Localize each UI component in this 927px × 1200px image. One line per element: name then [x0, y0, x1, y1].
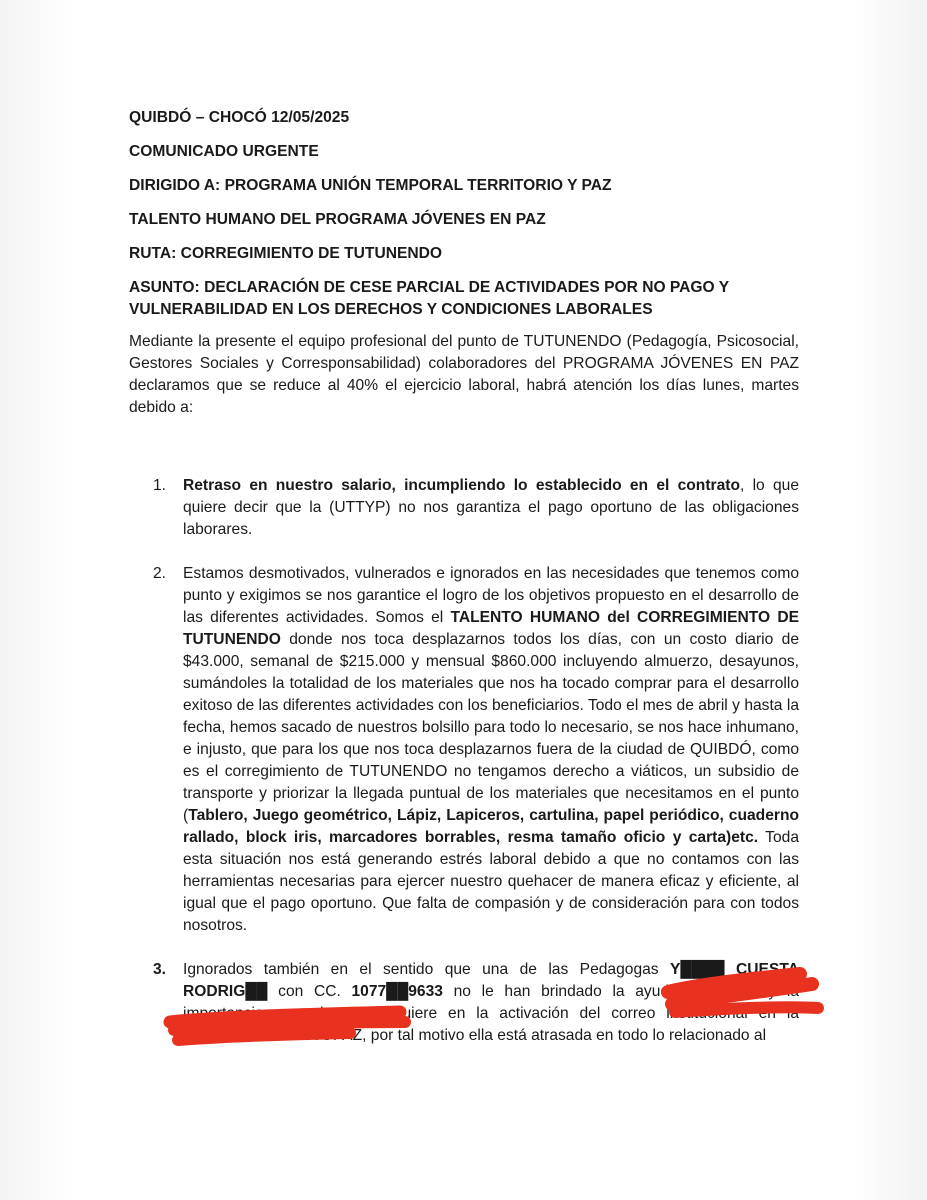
- intro-paragraph: Mediante la presente el equipo profesional del punto de TUTUNENDO (Pedagogía, Psicosocial, Gestores Sociales y Corresponsabilidad) colaboradores del PROGRAMA JÓVENES EN PAZ declaramos que se reduce al 40% el ejercicio laboral, habrá atención los días lunes, martes debido a:: [129, 333, 799, 416]
- item-text: no le han brindado la ayuda pertinente y la importancia que el tema requiere en la activación del correo institucional en la Plataforma del SISJOPAZ, por tal motivo ella está atrasada en todo lo relacionado al: [183, 983, 799, 1044]
- list-item: [129, 475, 799, 541]
- item-number: 2.: [153, 565, 167, 582]
- grievance-list: [129, 475, 799, 1047]
- item-text: , lo que quiere decir que la (UTTYP) no nos garantiza el pago oportuno de las obligaciones laborares.: [183, 477, 800, 538]
- item-number: 1.: [153, 477, 167, 494]
- letter-body: [129, 107, 799, 1069]
- item-text: Estamos desmotivados, vulnerados e ignorados en las necesidades que tenemos como punto y exigimos se nos garantice el logro de los objetivos propuesto en el desarrollo de las diferentes actividades. Somos el: [183, 565, 799, 626]
- item-text: con CC.: [267, 983, 352, 1000]
- item-number: 3.: [153, 961, 167, 978]
- list-item: [129, 959, 799, 1047]
- route-line: RUTA: CORREGIMIENTO DE TUTUNENDO: [129, 245, 443, 262]
- item-bold-text: Tablero, Juego geométrico, Lápiz, Lapiceros, cartulina, papel periódico, cuaderno rallado, block iris, marcadores borrables, resma tamaño oficio y carta)etc.: [183, 807, 799, 846]
- talent-line: TALENTO HUMANO DEL PROGRAMA JÓVENES EN PAZ: [129, 211, 546, 228]
- document-type: COMUNICADO URGENTE: [129, 143, 319, 160]
- item-text: Ignorados también en el sentido que una de las Pedagogas: [183, 961, 671, 978]
- addressee: DIRIGIDO A: PROGRAMA UNIÓN TEMPORAL TERRITORIO Y PAZ: [129, 177, 612, 194]
- subject-line: ASUNTO: DECLARACIÓN DE CESE PARCIAL DE ACTIVIDADES POR NO PAGO Y VULNERABILIDAD EN LOS DERECHOS Y CONDICIONES LABORALES: [129, 279, 729, 318]
- item-text: donde nos toca desplazarnos todos los días, con un costo diario de $43.000, semanal de $215.000 y mensual $860.000 incluyendo almuerzo, desayunos, sumándoles la totalidad de los materiales que nos ha tocado comprar para el desarrollo exitoso de las diferentes actividades con los beneficiarios. Todo el mes de abril y hasta la fecha, hemos sacado de nuestros bolsillo para todo lo necesario, se nos hace inhumano, e injusto, que para los que nos toca desplazarnos fuera de la ciudad de QUIBDÓ, como es el corregimiento de TUTUNENDO no tengamos derecho a viáticos, un subsidio de transporte y priorizar la llegada puntual de los materiales que necesitamos en el punto (: [183, 631, 799, 824]
- redacted-id: 1077██9633: [351, 983, 443, 1000]
- item-text: Toda esta situación nos está generando estrés laboral debido a que no contamos con las herramientas necesarias para ejercer nuestro quehacer de manera eficaz y eficiente, al igual que el pago oportuno. Que falta de compasión y de consideración para con todos nosotros.: [183, 829, 799, 934]
- item-bold-text: Retraso en nuestro salario, incumpliendo lo establecido en el contrato: [183, 477, 740, 494]
- item-bold-text: TALENTO HUMANO del CORREGIMIENTO DE TUTUNENDO: [183, 609, 799, 648]
- redacted-name: Y████ CUESTA RODRIG██: [183, 961, 799, 1000]
- list-item: [129, 563, 799, 937]
- place-date: QUIBDÓ – CHOCÓ 12/05/2025: [129, 109, 350, 126]
